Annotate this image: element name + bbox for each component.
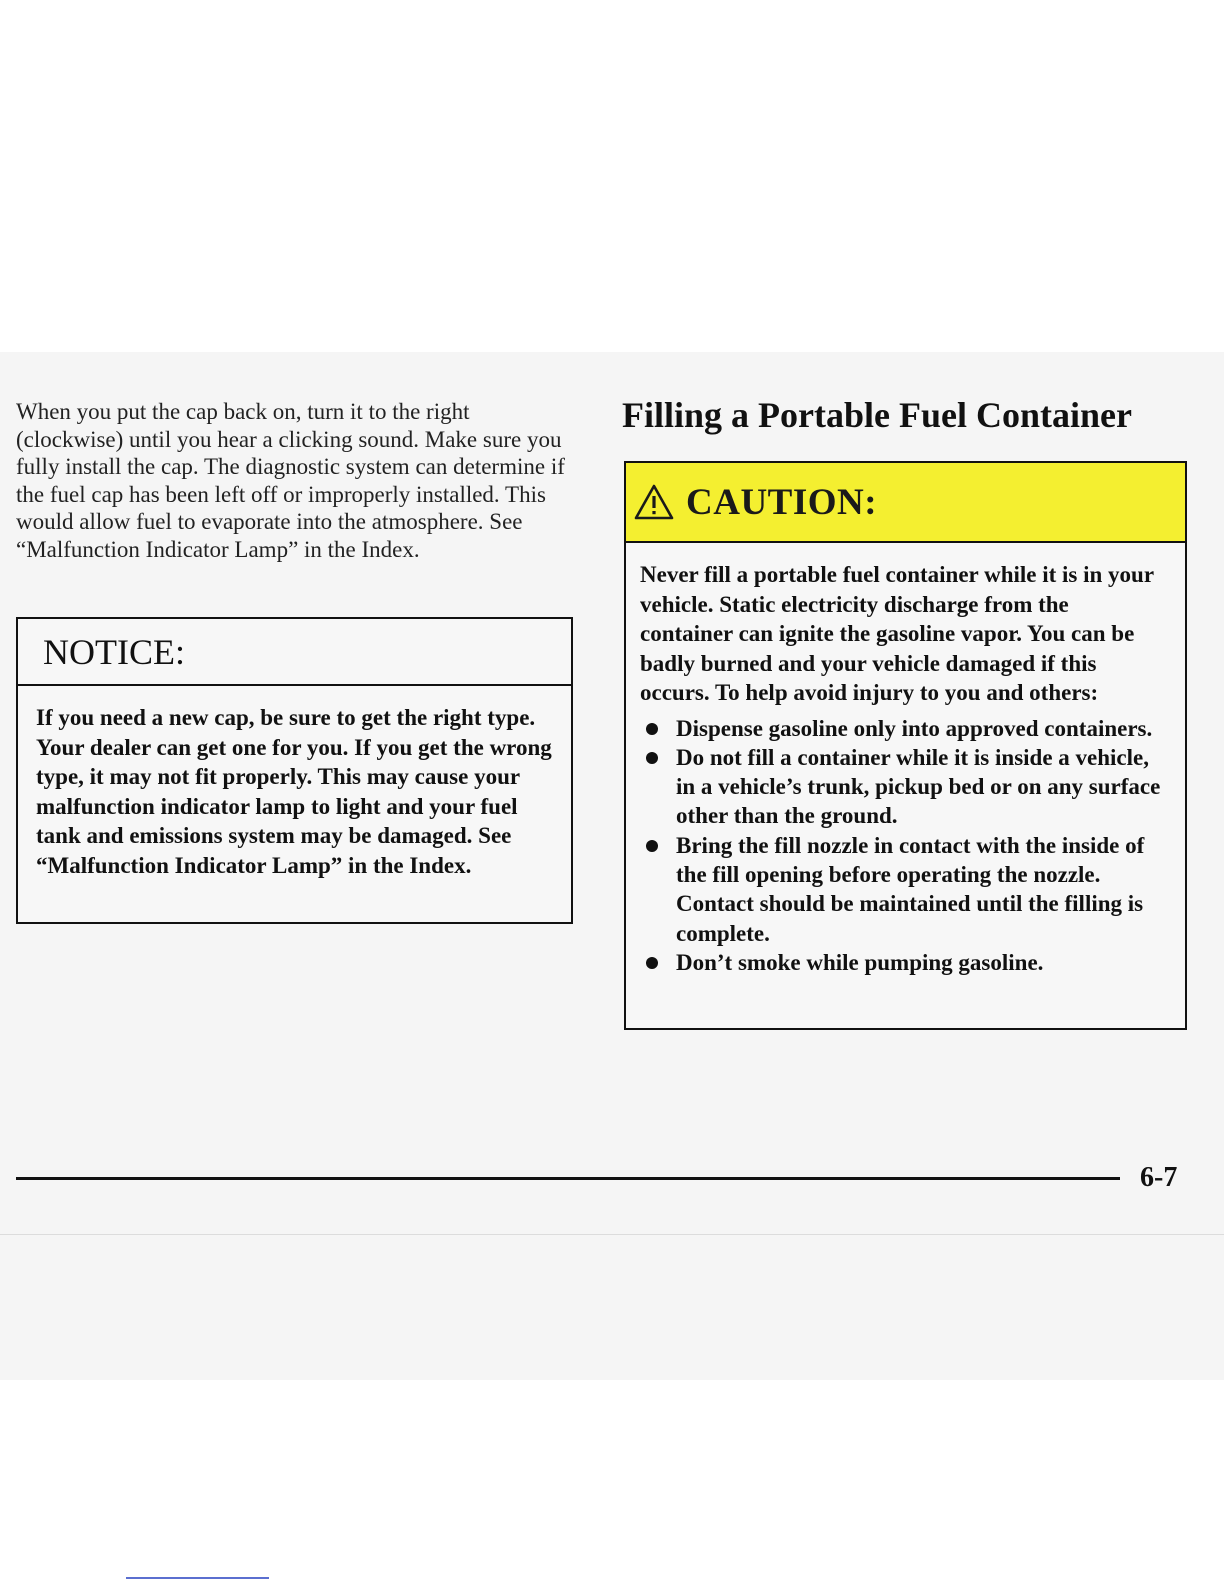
notice-body: If you need a new cap, be sure to get the right type. Your dealer can get one for you. If you get the wrong type, it may not fit properly. This may cause your malfunction indicator lamp to light and your fuel tank and emissions system may be damaged. See “Malfunction Indicator Lamp” in the Index. (36, 705, 552, 878)
intro-paragraph: When you put the cap back on, turn it to the right (clockwise) until you hear a clicking sound. Make sure you fully install the cap. The diagnostic system can determine if the fuel cap has been left off or improperly installed. This would allow fuel to evaporate into the atmosphere. See “Malfunction Indicator Lamp” in the Index. (16, 399, 565, 562)
stray-underline (126, 1577, 269, 1579)
list-item (640, 743, 1173, 831)
bullet-icon (646, 957, 658, 969)
left-column (16, 398, 576, 563)
bullet-icon (646, 723, 658, 735)
list-item (640, 714, 1173, 743)
list-item (640, 948, 1173, 977)
caution-box (624, 461, 1187, 1030)
bullet-icon (646, 752, 658, 764)
bullet-text: Bring the fill nozzle in contact with the inside of the fill opening before operating the nozzle. Contact should be maintained until the filling is complete. (676, 832, 1145, 946)
footer-rule (16, 1177, 1120, 1180)
warning-triangle-icon (634, 484, 674, 520)
caution-bullet-list (626, 714, 1185, 978)
notice-heading: NOTICE: (18, 619, 571, 686)
caution-header (626, 463, 1185, 543)
bullet-text: Dispense gasoline only into approved containers. (676, 715, 1153, 741)
page-number: 6-7 (1140, 1162, 1178, 1193)
caution-heading: CAUTION: (686, 481, 878, 523)
list-item (640, 831, 1173, 948)
bullet-text: Don’t smoke while pumping gasoline. (676, 949, 1044, 975)
notice-box (16, 617, 573, 924)
scan-edge-line (0, 1234, 1224, 1235)
bullet-text: Do not fill a container while it is inside a vehicle, in a vehicle’s trunk, pickup bed or on any surface other than the ground. (676, 744, 1161, 829)
caution-body: Never fill a portable fuel container while it is in your vehicle. Static electricity discharge from the container can ignite the gasoline vapor. You can be badly burned and your vehicle damaged if this occurs. To help avoid injury to you and others: (640, 562, 1154, 705)
section-title: Filling a Portable Fuel Container (622, 395, 1132, 435)
bullet-icon (646, 840, 658, 852)
